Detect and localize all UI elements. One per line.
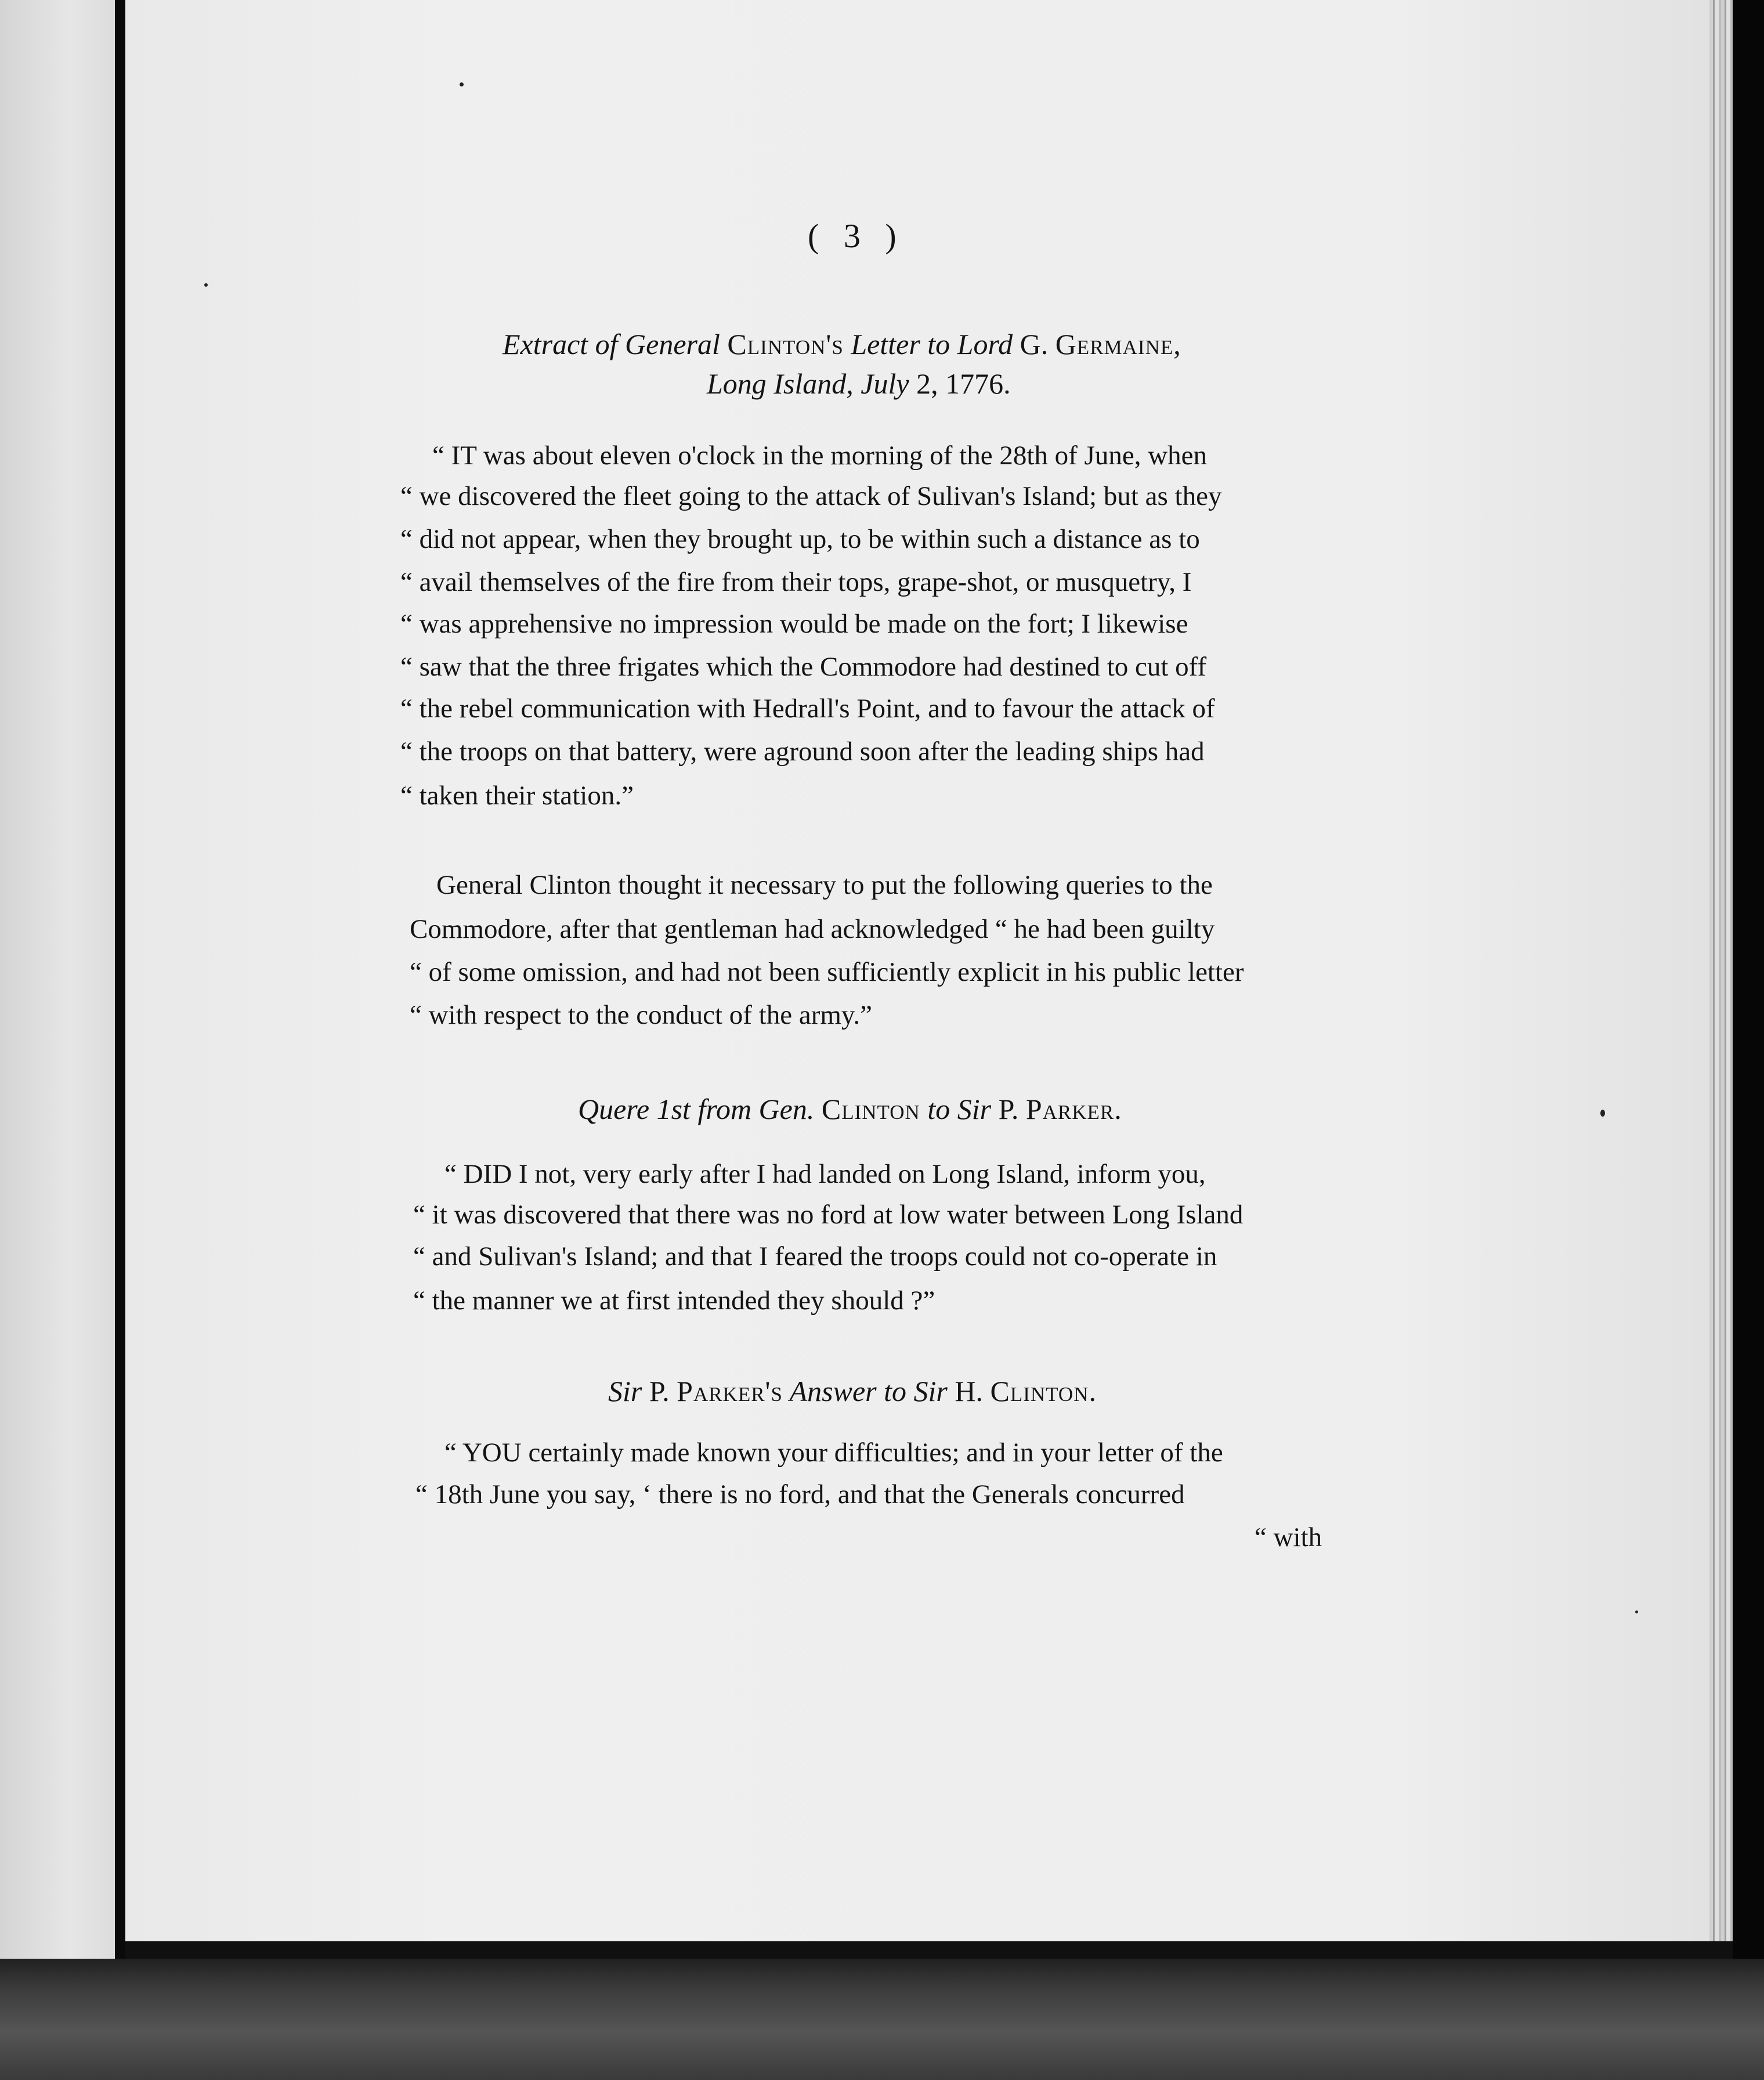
text-line: “ YOU certainly made known your difficulties; and in your letter of the <box>444 1438 1223 1468</box>
heading-quere <box>578 1095 1122 1124</box>
heading-recipient: Clinton. <box>990 1375 1097 1407</box>
page-stack-edge <box>1709 0 1733 1941</box>
heading-middle: to Sir <box>927 1093 992 1125</box>
heading-middle: Answer to Sir <box>789 1375 948 1407</box>
paper-speck <box>1600 1110 1605 1117</box>
text-line: “ the troops on that battery, were aground soon after the leading ships had <box>400 736 1205 767</box>
heading-initial: P. <box>998 1093 1019 1125</box>
text-line: “ the rebel communication with Hedrall's Point, and to favour the attack of <box>400 694 1215 724</box>
heading-initial: G. <box>1020 328 1049 360</box>
bottom-border <box>0 1959 1764 2080</box>
text-line: “ of some omission, and had not been sufficiently explicit in his public letter <box>410 957 1244 987</box>
paper-speck <box>460 82 464 86</box>
binding-gutter <box>115 0 125 2080</box>
heading-extract-letter <box>503 330 1181 359</box>
heading-prefix: Quere 1st from Gen. <box>578 1093 815 1125</box>
text-line: “ did not appear, when they brought up, to be within such a distance as to <box>400 524 1200 554</box>
text-line: General Clinton thought it necessary to put the following queries to the <box>436 870 1213 900</box>
text-line: “ taken their station.” <box>400 781 634 811</box>
text-line: “ the manner we at first intended they should ?” <box>413 1285 935 1316</box>
paper-speck <box>204 283 208 287</box>
heading-answer <box>608 1377 1097 1406</box>
heading-prefix: Extract of General <box>503 328 720 360</box>
text-line: “ IT was about eleven o'clock in the morning of the 28th of June, when <box>432 440 1208 471</box>
text-line: “ 18th June you say, ‘ there is no ford, and that the Generals concurred <box>415 1479 1185 1510</box>
text-line: “ saw that the three frigates which the Commodore had destined to cut off <box>400 652 1207 682</box>
heading-middle: Letter to Lord <box>851 328 1013 360</box>
heading-name: Clinton <box>821 1093 920 1125</box>
heading-prefix: Sir <box>608 1375 642 1407</box>
heading-name: Parker's <box>677 1375 783 1407</box>
heading-place: Long Island, July <box>707 367 909 400</box>
paper-speck <box>1635 1610 1638 1613</box>
heading-initial: P. <box>649 1375 670 1407</box>
text-line: “ was apprehensive no impression would be made on the fort; I likewise <box>400 609 1188 639</box>
right-border <box>1733 0 1764 2080</box>
heading-initial: H. <box>955 1375 983 1407</box>
catchword: “ with <box>1255 1522 1322 1552</box>
text-line: “ with respect to the conduct of the army.” <box>410 1000 872 1030</box>
text-line: “ avail themselves of the fire from their tops, grape-shot, or musquetry, I <box>400 567 1192 597</box>
heading-date: 2, 1776. <box>916 367 1011 400</box>
page-number: ( 3 ) <box>808 217 905 255</box>
heading-place-date <box>707 369 1011 398</box>
text-line: “ and Sulivan's Island; and that I feared the troops could not co-operate in <box>413 1241 1217 1272</box>
text-line: “ DID I not, very early after I had landed on Long Island, inform you, <box>444 1159 1206 1189</box>
heading-name: Clinton's <box>727 328 844 360</box>
left-page-leaf <box>0 0 115 2080</box>
text-line: “ it was discovered that there was no ford at low water between Long Island <box>413 1200 1244 1230</box>
heading-recipient: Germaine, <box>1055 328 1181 360</box>
text-line: Commodore, after that gentleman had acknowledged “ he had been guilty <box>410 914 1215 944</box>
text-line: “ we discovered the fleet going to the attack of Sulivan's Island; but as they <box>400 481 1222 511</box>
page-bottom-shadow <box>125 1941 1733 1959</box>
heading-recipient: Parker. <box>1025 1093 1122 1125</box>
